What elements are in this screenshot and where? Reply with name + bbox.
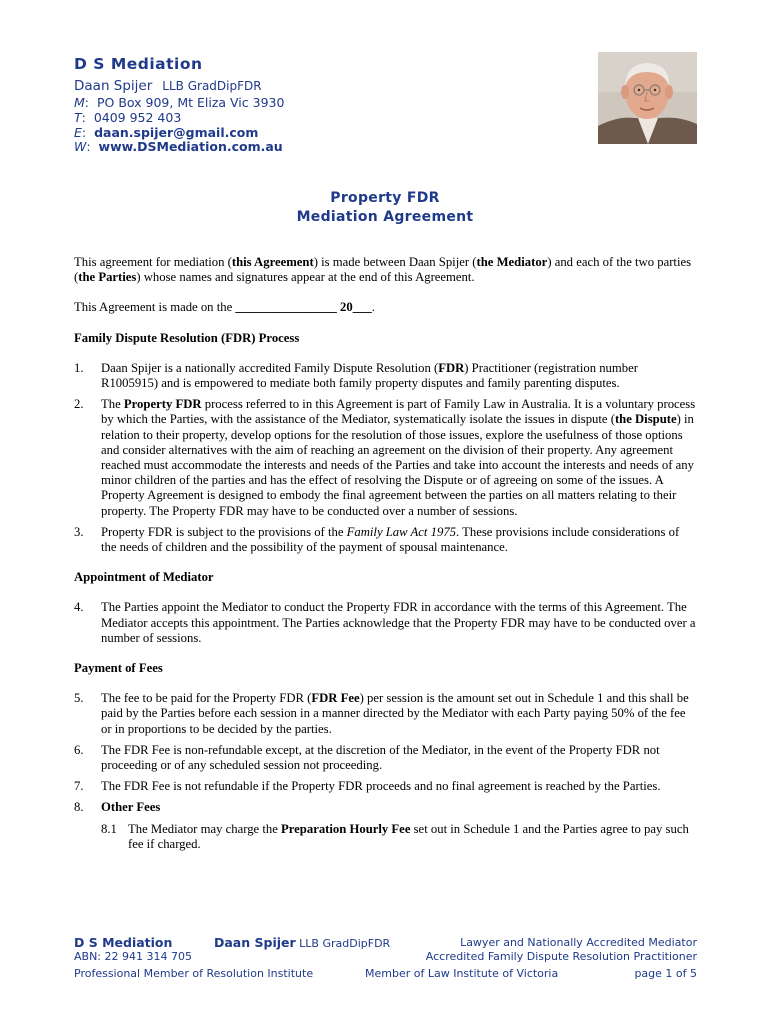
footer-role-1: Lawyer and Nationally Accredited Mediator [460, 936, 697, 949]
footer-abn: ABN: 22 941 314 705 [74, 950, 192, 963]
firm-name: D S Mediation [74, 55, 203, 73]
email-link[interactable]: daan.spijer@gmail.com [94, 124, 259, 140]
footer-practitioner: Daan Spijer LLB GradDipFDR [214, 935, 391, 950]
clause-number: 8.1 [101, 821, 117, 836]
clause-3: 3. Property FDR is subject to the provisions of the Family Law Act 1975. These provisions include considerations of the needs of children and the possibility of the payment of spousal maintenance. [74, 524, 680, 555]
clause-1: 1. Daan Spijer is a nationally accredited Family Dispute Resolution (FDR) Practitioner (registration number R1005915) and is empowered to mediate both family property disputes and family parenting disputes. [74, 360, 638, 391]
act-citation: Family Law Act 1975 [346, 524, 457, 539]
section-heading-fdr-process: Family Dispute Resolution (FDR) Process [74, 330, 300, 345]
clause-number: 1. [74, 360, 84, 375]
clause-number: 4. [74, 600, 84, 615]
date-blank[interactable]: ________________ 20___ [235, 300, 372, 315]
clause-number: 3. [74, 524, 84, 539]
clause-8-1: 8.1 The Mediator may charge the Preparation Hourly Fee set out in Schedule 1 and the Parties agree to pay such fee if charged. [101, 821, 689, 851]
contact-website: W: www.DSMediation.com.au [74, 139, 283, 155]
intro-paragraph: This agreement for mediation (this Agreement) is made between Daan Spijer (the Mediator) and each of the two parties (the Parties) whose names and signatures appear at the end of this Agreement. [74, 255, 692, 285]
clause-8: 8. Other Fees [74, 800, 161, 815]
agreement-date-line: This Agreement is made on the ________________ 20___. [74, 300, 375, 315]
section-heading-appointment: Appointment of Mediator [74, 570, 214, 585]
clause-number: 8. [74, 800, 84, 815]
footer-membership-2: Member of Law Institute of Victoria [365, 967, 559, 980]
practitioner-credentials: LLB GradDipFDR [162, 79, 262, 93]
clause-number: 6. [74, 742, 84, 757]
portrait-photo [598, 52, 697, 144]
clause-6: 6. The FDR Fee is non-refundable except, at the discretion of the Mediator, in the event of the Property FDR not proceeding or of any scheduled session not proceeding. [74, 742, 660, 773]
footer-firm: D S Mediation [74, 935, 173, 950]
footer-line-3 [74, 967, 697, 981]
portrait-illustration [598, 52, 697, 144]
contact-phone: T: 0409 952 403 [74, 109, 182, 125]
clause-5: 5. The fee to be paid for the Property FDR (FDR Fee) per session is the amount set out in Schedule 1 and this shall be paid by the Parties before each session in a manner directed by the Mediator with each Party paying 50% of the fee or in proportions to be decided by the parties. [74, 691, 689, 736]
clause-7: 7. The FDR Fee is not refundable if the Property FDR proceeds and no final agreement is reached by the Parties. [74, 779, 661, 794]
footer-line-1 [74, 936, 697, 950]
clause-4: 4. The Parties appoint the Mediator to conduct the Property FDR in accordance with the terms of this Agreement. The Mediator accepts this appointment. The Parties acknowledge that the Property FDR may have to be conducted over a number of sessions. [74, 600, 696, 645]
clause-number: 5. [74, 691, 84, 706]
document-title [0, 189, 770, 226]
letterhead [74, 55, 374, 155]
contact-email: E: daan.spijer@gmail.com [74, 124, 259, 140]
section-heading-payment: Payment of Fees [74, 661, 163, 676]
clause-number: 7. [74, 779, 84, 794]
page-number: page 1 of 5 [634, 967, 697, 980]
page-footer [74, 930, 697, 990]
title-line-2: Mediation Agreement [296, 208, 474, 225]
practitioner-name [74, 76, 374, 96]
agreement-body [74, 255, 696, 852]
practitioner-full-name: Daan Spijer [74, 78, 153, 94]
contact-address: M: PO Box 909, Mt Eliza Vic 3930 [74, 95, 285, 110]
footer-membership-1: Professional Member of Resolution Institute [74, 967, 314, 980]
footer-line-2 [74, 950, 697, 964]
website-link[interactable]: www.DSMediation.com.au [98, 139, 283, 155]
clause-2: 2. The Property FDR process referred to in this Agreement is part of Family Law in Australia. It is a voluntary process by which the Parties, with the assistance of the Mediator, systematically isolate the issues in dispute (the Dispute) in relation to their property, develop options for the resolution of those issues, explore the usefulness of those options and consider alternatives with the aim of reaching an agreement on the division of their property. Any agreement reached must accommodate the interests and needs of the Parties and take into account the interests and needs of any minor children of the parties and has the effect of resolving the Dispute or of agreeing on some of the issues. A Property Agreement is designed to embody the final agreement between the parties on all matters relating to their property. The Property FDR may have to be conducted over a number of sessions. [74, 397, 696, 518]
footer-role-2: Accredited Family Dispute Resolution Practitioner [425, 950, 697, 963]
clause-number: 2. [74, 397, 84, 412]
title-line-1: Property FDR [330, 190, 440, 206]
